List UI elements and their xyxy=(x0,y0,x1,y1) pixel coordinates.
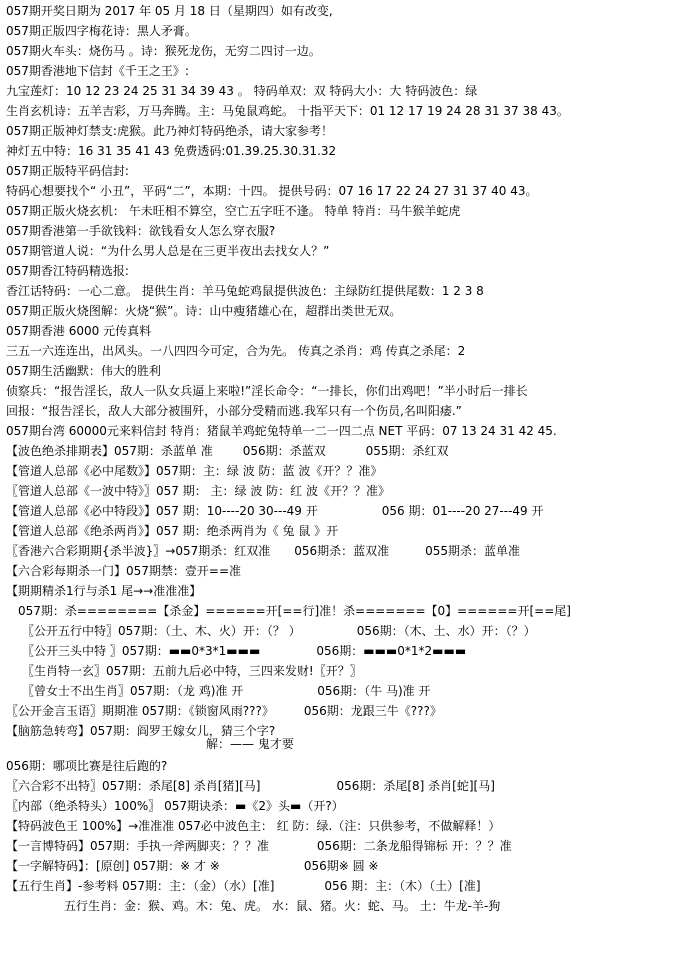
humor-report-text: 回报：“报告淫长，敌人大部分被围歼，小部分受精而逃.我军只有一个伤员,名叫阳痿.” xyxy=(6,404,462,418)
fax-content-line xyxy=(6,341,465,361)
wave-king-line xyxy=(6,816,500,836)
five-element-057: 〖公开五行中特〗057期：（土、木、火）开：（？ ） xyxy=(22,624,301,638)
xiangjiang-title-text: 057期香江特码精选报: xyxy=(6,264,129,278)
fire-mystery-line xyxy=(6,201,460,221)
envelope-title-line xyxy=(6,61,189,81)
taiwan-envelope-line xyxy=(6,421,557,441)
five-element-zodiac-057: 【五行生肖】-参考料 057期：主：（金）（水）[准] xyxy=(6,879,275,893)
humor-report-line xyxy=(6,401,462,421)
fax-title-line xyxy=(6,321,151,341)
ms-zeng-line xyxy=(22,681,430,701)
must-tail-line xyxy=(6,461,382,481)
plum-poem-line xyxy=(6,21,197,41)
special-range-line xyxy=(6,501,544,521)
fax-content-text: 三五一六连连出，出风头。一八四四今可定，合为先。 传真之杀肖：鸡 传真之杀尾：2 xyxy=(6,344,466,358)
golden-words-056: 056期：龙跟三牛《???》 xyxy=(303,704,442,718)
no-special-057: 〖六合彩不出特〗057期：杀尾[8] 杀肖[猪][马] xyxy=(6,779,261,793)
envelope-title-text: 057期香港地下信封《千王之王》: xyxy=(6,64,189,78)
fire-diagram-text: 057期正版火烧图解：火烧“猴”。诗：山中瘦猪雄心在，超群出类世无双。 xyxy=(6,304,402,318)
golden-words-057: 〖公开金言玉语〗期期准 057期：《锁窗风雨???》 xyxy=(6,704,274,718)
three-head-057: 〖公开三头中特 〗057期：▬▬0*3*1▬▬▬ xyxy=(22,644,261,658)
golden-words-line xyxy=(6,701,442,721)
three-head-line xyxy=(22,641,466,661)
wave-kill-line xyxy=(6,441,449,461)
fire-diagram-line xyxy=(6,301,401,321)
wave-kill-056: 056期：杀蓝双 xyxy=(242,444,326,458)
race-question-line xyxy=(6,756,167,776)
five-element-line xyxy=(22,621,536,641)
humor-title-line xyxy=(6,361,161,381)
precise-kill-text: 【期期精杀1行与杀1 尾→→准准准】 xyxy=(6,584,202,598)
special-code-line xyxy=(6,181,538,201)
one-word-bet-057: 【一言博特码】057期：手执一斧两脚夹：？？准 xyxy=(6,839,269,853)
zodiac-poem-line xyxy=(6,101,569,121)
hk-first-hand-line xyxy=(6,221,275,241)
kill-one-door-text: 【六合彩每期杀一门】057期禁：壹开==准 xyxy=(6,564,242,578)
three-head-056: 056期：▬▬▬0*1*2▬▬▬ xyxy=(316,644,467,658)
half-wave-kill-055: 055期杀：蓝单准 xyxy=(425,544,521,558)
hk-first-hand-text: 057期香港第一手欲钱料：欲钱看女人怎么穿衣服? xyxy=(6,224,276,238)
xiangjiang-code-line xyxy=(6,281,484,301)
xiangjiang-title-line xyxy=(6,261,129,281)
taiwan-envelope-text: 057期台湾 60000元来料信封 特肖：猪鼠羊鸡蛇兔特单一二一四二点 NET 平码：07 13 24 31 42 45. xyxy=(6,424,557,438)
special-range-057: 【管道人总部《必中特段》】057 期：10----20 30---49 开 xyxy=(6,504,318,518)
five-element-056: 056期：（木、土、水）开：（？） xyxy=(356,624,536,638)
element-list-line xyxy=(64,896,500,916)
kill-gold-line xyxy=(18,601,571,621)
five-element-zodiac-line xyxy=(6,876,481,896)
draw-date-line xyxy=(6,1,333,21)
humor-scout-line xyxy=(6,381,528,401)
ms-zeng-057: 〖曾女士不出生肖〗057期：（龙 鸡)准 开 xyxy=(22,684,244,698)
one-char-056: 056期※ 圆 ※ xyxy=(303,859,379,873)
fax-title-text: 057期香港 6000 元传真料 xyxy=(6,324,152,338)
must-tail-text: 【管道人总部《必中尾数》】057期：主：绿 波 防：蓝 波《开？？准》 xyxy=(6,464,383,478)
lotus-lamp-line xyxy=(6,81,477,101)
kill-one-door-line xyxy=(6,561,241,581)
one-char-line xyxy=(6,856,378,876)
internal-kill-line xyxy=(6,796,344,816)
flat-code-title-line xyxy=(6,161,129,181)
special-range-056: 056 期：01----20 27---49 开 xyxy=(381,504,544,518)
magic-lamp-line xyxy=(6,141,336,161)
flat-code-title-text: 057期正版特平码信封: xyxy=(6,164,129,178)
train-head-text: 057期火车头：烧伤马 。诗：猴死龙伤，无穷二四讨一边。 xyxy=(6,44,321,58)
xiangjiang-code-text: 香江话特码：一心二意。 提供生肖：羊马兔蛇鸡鼠提供波色：主绿防红提供尾数：1 2 3 8 xyxy=(6,284,484,298)
ms-zeng-056: 056期：（牛 马)准 开 xyxy=(317,684,431,698)
half-wave-kill-057: 〖香港六合彩期期{杀半波}〗→057期杀：红双准 xyxy=(6,544,271,558)
fire-mystery-text: 057期正版火烧玄机： 午未旺相不算空，空亡五字旺不逢。 特单 特肖：马牛猴羊蛇虎 xyxy=(6,204,461,218)
pipe-man-quote-text: 057期管道人说：“为什么男人总是在三更半夜出去找女人？” xyxy=(6,244,330,258)
riddle-answer-line xyxy=(206,738,294,750)
zodiac-mystery-line xyxy=(22,661,362,681)
two-zodiac-kill-line xyxy=(6,521,338,541)
five-element-zodiac-056: 056 期：主：（木）（土）[准] xyxy=(324,879,481,893)
one-char-057: 【一字解特码】：[原创] 057期：※ 才 ※ xyxy=(6,859,220,873)
humor-scout-text: 侦察兵：“报告淫长，敌人一队女兵逼上来啦!”淫长命令：“一排长，你们出鸡吧！”半小时后一排长 xyxy=(6,384,528,398)
riddle-answer-text: 解：—— 鬼才要 xyxy=(206,738,294,750)
no-special-line xyxy=(6,776,495,796)
wave-kill-055: 055期：杀红双 xyxy=(365,444,449,458)
train-head-line xyxy=(6,41,321,61)
lotus-lamp-text: 九宝莲灯：10 12 23 24 25 31 34 39 43 。 特码单双：双 特码大小：大 特码波色：绿 xyxy=(6,84,478,98)
riddle-text: 【脑筋急转弯】057期：阎罗王嫁女儿，猜三个字? xyxy=(6,724,276,738)
magic-lamp-title-line xyxy=(6,121,333,141)
element-list-text: 五行生肖：金：猴、鸡。木：兔、虎。 水：鼠、猪。火：蛇、马。 土：牛龙-羊-狗 xyxy=(64,899,501,913)
race-question-text: 056期：哪项比赛是往后跑的? xyxy=(6,759,168,773)
internal-kill-text: 〖内部（绝杀特头）100%〗 057期诀杀：▬《2》头▬（开?） xyxy=(6,799,344,813)
pipe-man-quote-line xyxy=(6,241,329,261)
zodiac-poem-text: 生肖玄机诗：五羊吉彩，万马奔腾。主：马兔鼠鸡蛇。 十指平天下：01 12 17 19 24 28 31 37 38 43。 xyxy=(6,104,569,118)
two-zodiac-kill-text: 【管道人总部《绝杀两肖》】057 期：绝杀两肖为《 兔 鼠 》开 xyxy=(6,524,339,538)
no-special-056: 056期：杀尾[8] 杀肖[蛇][马] xyxy=(336,779,495,793)
one-wave-text: 〖管道人总部《一波中特》〗057 期： 主：绿 波 防：红 波《开？？准》 xyxy=(6,484,390,498)
magic-lamp-title-text: 057期正版神灯禁支:虎猴。此乃神灯特码绝杀，请大家参考！ xyxy=(6,124,333,138)
draw-date-text: 057期开奖日期为 2017 年 05 月 18 日（星期四）如有改变, xyxy=(6,4,333,18)
wave-kill-057: 【波色绝杀排期表】057期：杀蓝单 准 xyxy=(6,444,213,458)
one-wave-line xyxy=(6,481,390,501)
precise-kill-line xyxy=(6,581,201,601)
zodiac-mystery-text: 〖生肖特一玄〗057期：五前九后必中特，三四来发财!〖开？〗 xyxy=(22,664,362,678)
half-wave-kill-056: 056期杀：蓝双准 xyxy=(294,544,390,558)
half-wave-kill-line xyxy=(6,541,520,561)
special-code-text: 特码心想要找个“ 小丑”，平码“二”，本期：十四。 提供号码：07 16 17 22 24 27 31 37 40 43。 xyxy=(6,184,538,198)
magic-lamp-text: 神灯五中特：16 31 35 41 43 免费透码:01.39.25.30.31.32 xyxy=(6,144,337,158)
one-word-bet-056: 056期：二条龙船得锦标 开：？？准 xyxy=(316,839,512,853)
humor-title-text: 057期生活幽默：伟大的胜利 xyxy=(6,364,161,378)
wave-king-text: 【特码波色王 100%】→准准准 057必中波色主： 红 防：绿.（注：只供参考，不做解释！） xyxy=(6,819,501,833)
plum-poem-text: 057期正版四字梅花诗：黑人矛膏。 xyxy=(6,24,197,38)
kill-gold-text: 057期：杀========【杀金】======开[==行]准！杀=======【0】======开[==尾] xyxy=(18,604,571,618)
one-word-bet-line xyxy=(6,836,512,856)
